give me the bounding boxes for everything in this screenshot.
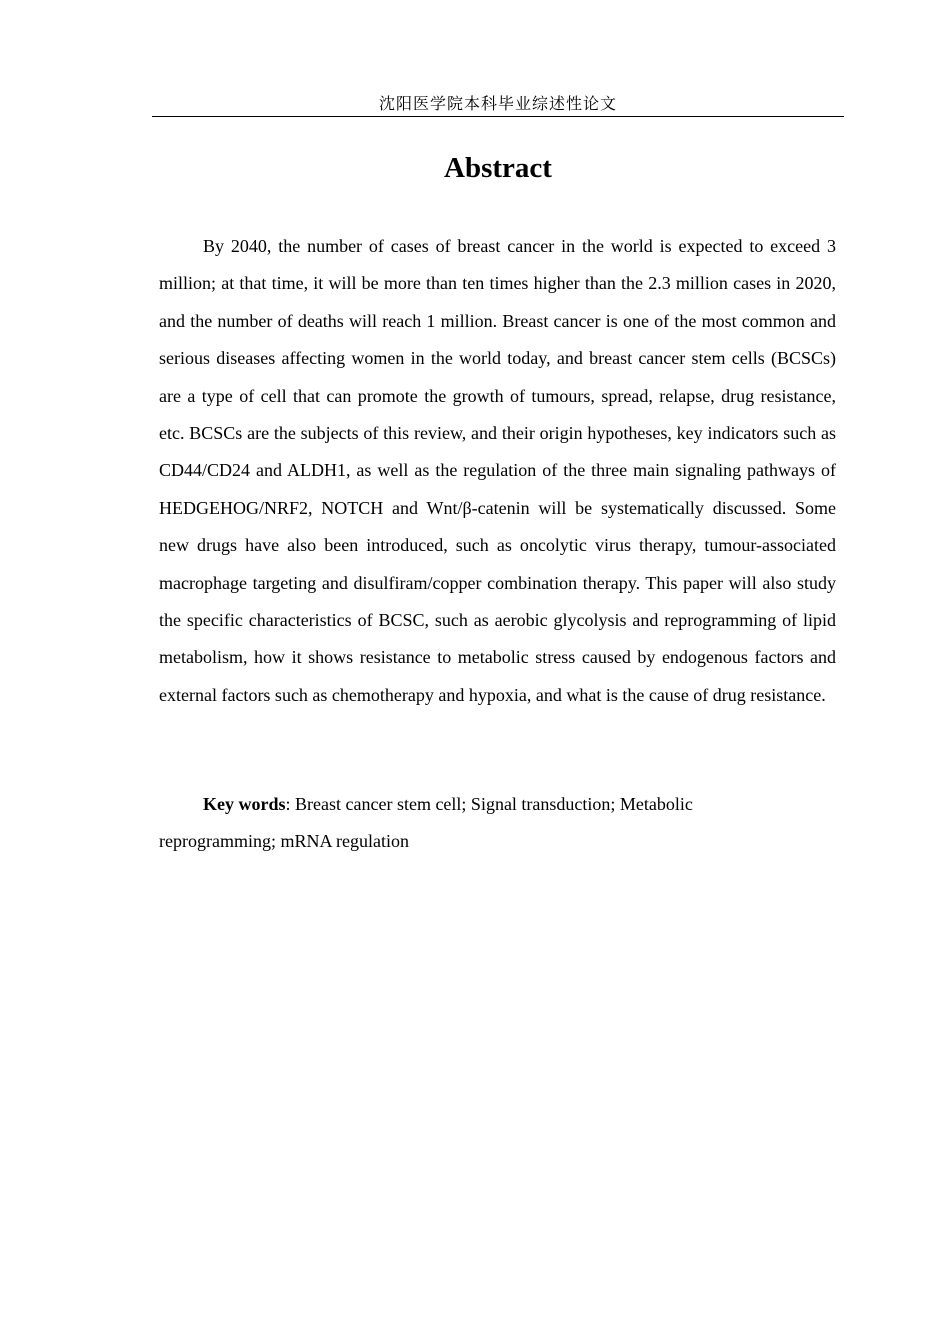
abstract-body: By 2040, the number of cases of breast cancer in the world is expected to exceed 3 million; at that time, it will be more than ten times higher than the 2.3 million cases in 2020, and the number of deaths will reach 1 million. Breast cancer is one of the most common and serious diseases affecting women in the world today, and breast cancer stem cells (BCSCs) are a type of cell that can promote the growth of tumours, spread, relapse, drug resistance, etc. BCSCs are the subjects of this review, and their origin hypotheses, key indicators such as CD44/CD24 and ALDH1, as well as the regulation of the three main signaling pathways of HEDGEHOG/NRF2, NOTCH and Wnt/β-catenin will be systematically discussed. Some new drugs have also been introduced, such as oncolytic virus therapy, tumour-associated macrophage targeting and disulfiram/copper combination therapy. This paper will also study the specific characteristics of BCSC, such as aerobic glycolysis and reprogramming of lipid metabolism, how it shows resistance to metabolic stress caused by endogenous factors and external factors such as chemotherapy and hypoxia, and what is the cause of drug resistance.	[159, 236, 836, 705]
keywords-label: Key words	[203, 794, 286, 814]
abstract-title: Abstract	[444, 152, 552, 184]
header-rule	[152, 116, 844, 117]
keywords-paragraph	[159, 786, 739, 861]
keywords-text: Breast cancer stem cell; Signal transduction; Metabolic reprogramming; mRNA regulation	[159, 794, 693, 852]
running-header: 沈阳医学院本科毕业综述性论文	[378, 94, 617, 113]
keywords-separator: :	[285, 794, 291, 814]
